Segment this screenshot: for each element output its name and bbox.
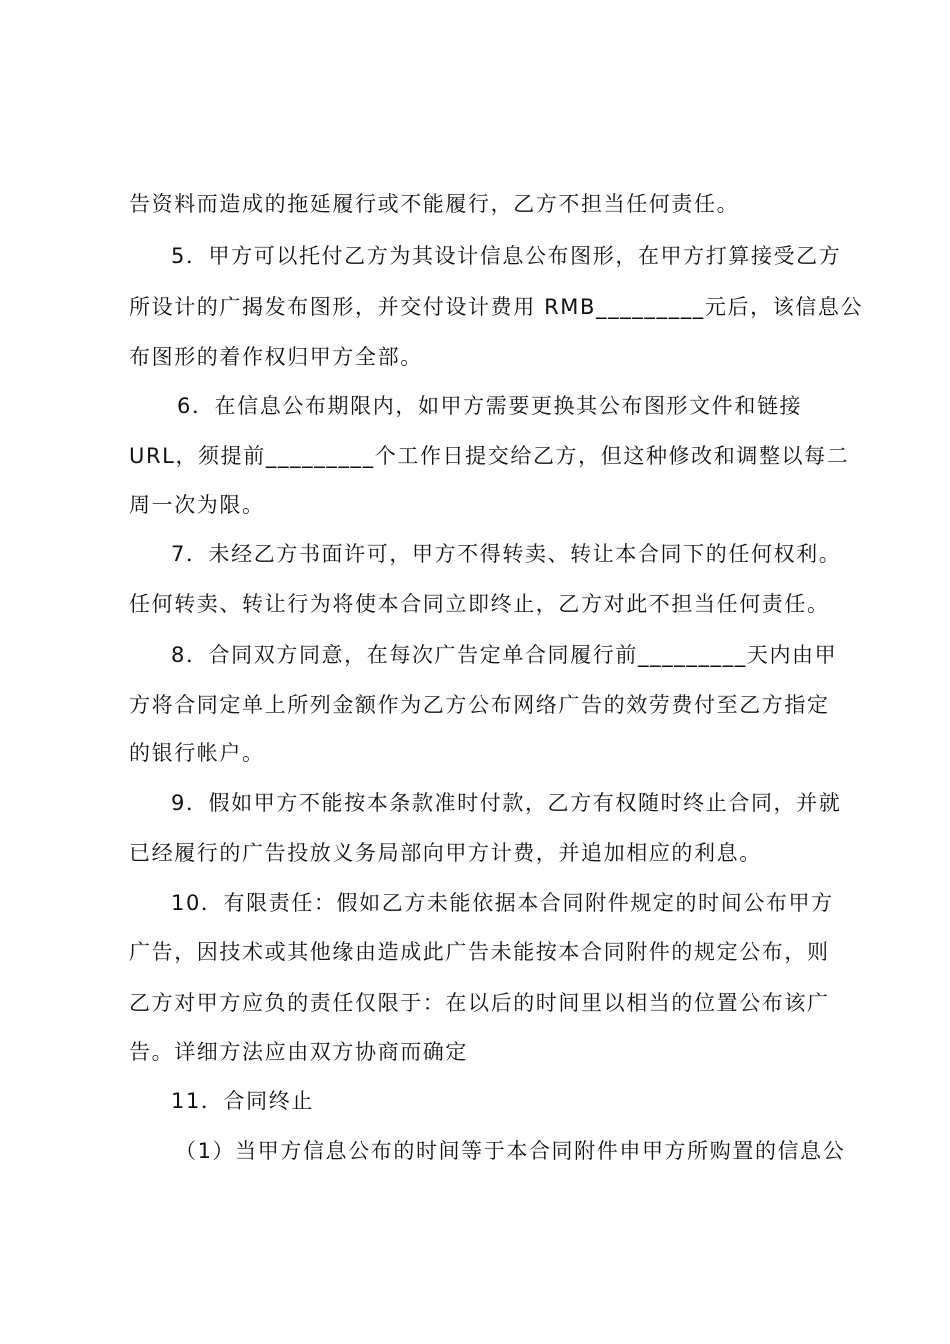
paragraph-9-line: 9．假如甲方不能按本条款准时付款，乙方有权随时终止合同，并就 [171, 791, 842, 815]
text-line: 广告，因技术或其他缘由造成此广告未能按本合同附件的规定公布，则 [129, 940, 830, 964]
paragraph-10-line: 10．有限责任：假如乙方未能依据本合同附件规定的时间公布甲方 [171, 891, 834, 915]
paragraph-11-1-line: （1）当甲方信息公布的时间等于本合同附件申甲方所购置的信息公 [175, 1139, 846, 1163]
text-line: 告资料而造成的拖延履行或不能履行，乙方不担当任何责任。 [129, 192, 740, 216]
paragraph-7-line: 7．未经乙方书面许可，甲方不得转卖、转让本合同下的任何权利。 [171, 542, 842, 566]
text-line: URL，须提前_________个工作日提交给乙方，但这种修改和调整以每二 [129, 444, 850, 468]
paragraph-5-line: 5．甲方可以托付乙方为其设计信息公布图形，在甲方打算接受乙方 [171, 244, 842, 268]
paragraph-8-line: 8．合同双方同意，在每次广告定单合同履行前_________天内由甲 [171, 643, 838, 667]
text-line: 周一次为限。 [129, 493, 265, 517]
text-line: 所设计的广揭发布图形，并交付设计费用 RMB_________元后，该信息公 [129, 295, 864, 319]
text-line: 布图形的着作权归甲方全部。 [129, 345, 423, 369]
text-line: 乙方对甲方应负的责任仅限于：在以后的时间里以相当的位置公布该广 [129, 991, 830, 1015]
text-line: 告。详细方法应由双方协商而确定 [129, 1040, 468, 1064]
text-line: 的银行帐户。 [129, 741, 265, 765]
paragraph-11-heading: 11．合同终止 [171, 1089, 314, 1113]
text-line: 方将合同定单上所列金额作为乙方公布网络广告的效劳费付至乙方指定 [129, 693, 830, 717]
paragraph-6-line: 6．在信息公布期限内，如甲方需要更换其公布图形文件和链接 [177, 394, 803, 418]
text-line: 任何转卖、转让行为将使本合同立即终止，乙方对此不担当任何责任。 [129, 592, 830, 616]
text-line: 已经履行的广告投放义务局部向甲方计费，并追加相应的利息。 [129, 841, 762, 865]
